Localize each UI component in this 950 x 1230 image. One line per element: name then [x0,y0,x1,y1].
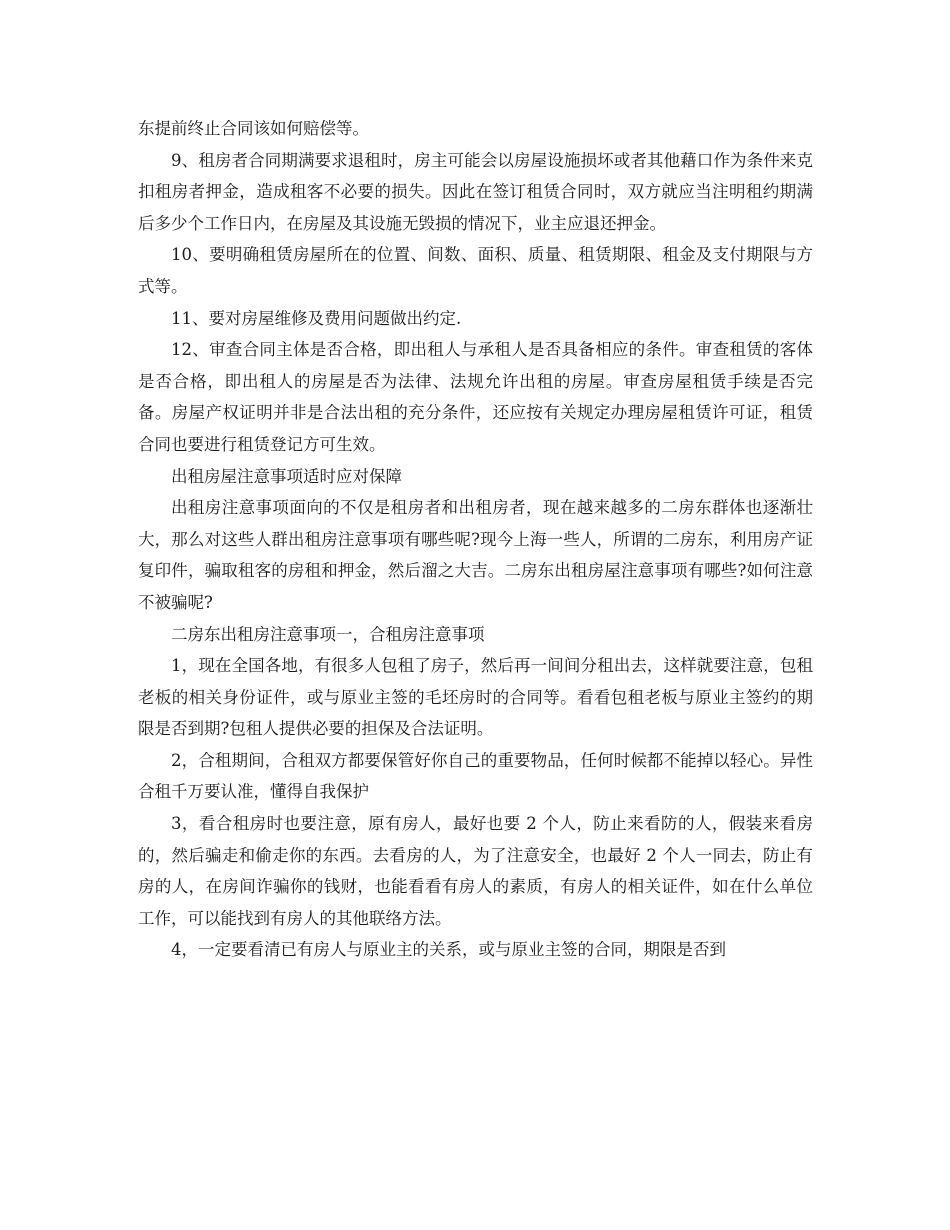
paragraph-item-9: 9、租房者合同期满要求退租时，房主可能会以房屋设施损坏或者其他藉口作为条件来克扣租房者押金，造成租客不必要的损失。因此在签订租赁合同时，双方就应当注明租约期满后多少个工作日内，在房屋及其设施无毁损的情况下，业主应退还押金。 [138,150,813,233]
paragraph-item-10: 10、要明确租赁房屋所在的位置、间数、面积、质量、租赁期限、租金及支付期限与方式等。 [138,245,813,296]
paragraph-item-11: 11、要对房屋维修及费用问题做出约定. [171,308,462,328]
paragraph-continuation: 东提前终止合同该如何赔偿等。 [138,119,369,138]
paragraph-shared-item-4: 4，一定要看清已有房人与原业主的关系，或与原业主签的合同，期限是否到 [171,940,726,960]
section-heading-landlord-protection: 出租房屋注意事项适时应对保障 [171,466,402,486]
paragraph-item-12: 12、审查合同主体是否合格，即出租人与承租人是否具备相应的条件。审查租赁的客体是否合格，即出租人的房屋是否为法律、法规允许出租的房屋。审查房屋租赁手续是否完备。房屋产权证明并非是合法出租的充分条件，还应按有关规定办理房屋租赁许可证，租赁合同也要进行租赁登记方可生效。 [138,340,813,454]
paragraph-shared-item-3: 3，看合租房时也要注意，原有房人，最好也要 2 个人，防止来看防的人，假装来看房的，然后骗走和偷走你的东西。去看房的人，为了注意安全，也最好 2 个人一同去，防止有房的人，在房间诈骗你的钱财，也能看看有房人的素质，有房人的相关证件，如在什么单位工作，可以能找到有房人的其他联络方法。 [138,814,813,928]
section-heading-shared-rental: 二房东出租房注意事项一，合租房注意事项 [171,624,485,644]
document-body [138,113,813,966]
paragraph-shared-item-1: 1，现在全国各地，有很多人包租了房子，然后再一间间分租出去，这样就要注意，包租老板的相关身份证件，或与原业主签的毛坯房时的合同等。看看包租老板与原业主签约的期限是否到期?包租人提供必要的担保及合法证明。 [138,656,813,739]
paragraph-shared-item-2: 2，合租期间，合租双方都要保管好你自己的重要物品，任何时候都不能掉以轻心。异性合租千万要认准，懂得自我保护 [138,750,813,802]
paragraph-sublandlord-intro: 出租房注意事项面向的不仅是租房者和出租房者，现在越来越多的二房东群体也逐渐壮大，那么对这些人群出租房注意事项有哪些呢?现今上海一些人，所谓的二房东，利用房产证复印件，骗取租客的房租和押金，然后溜之大吉。二房东出租房屋注意事项有哪些?如何注意不被骗呢? [138,498,813,612]
